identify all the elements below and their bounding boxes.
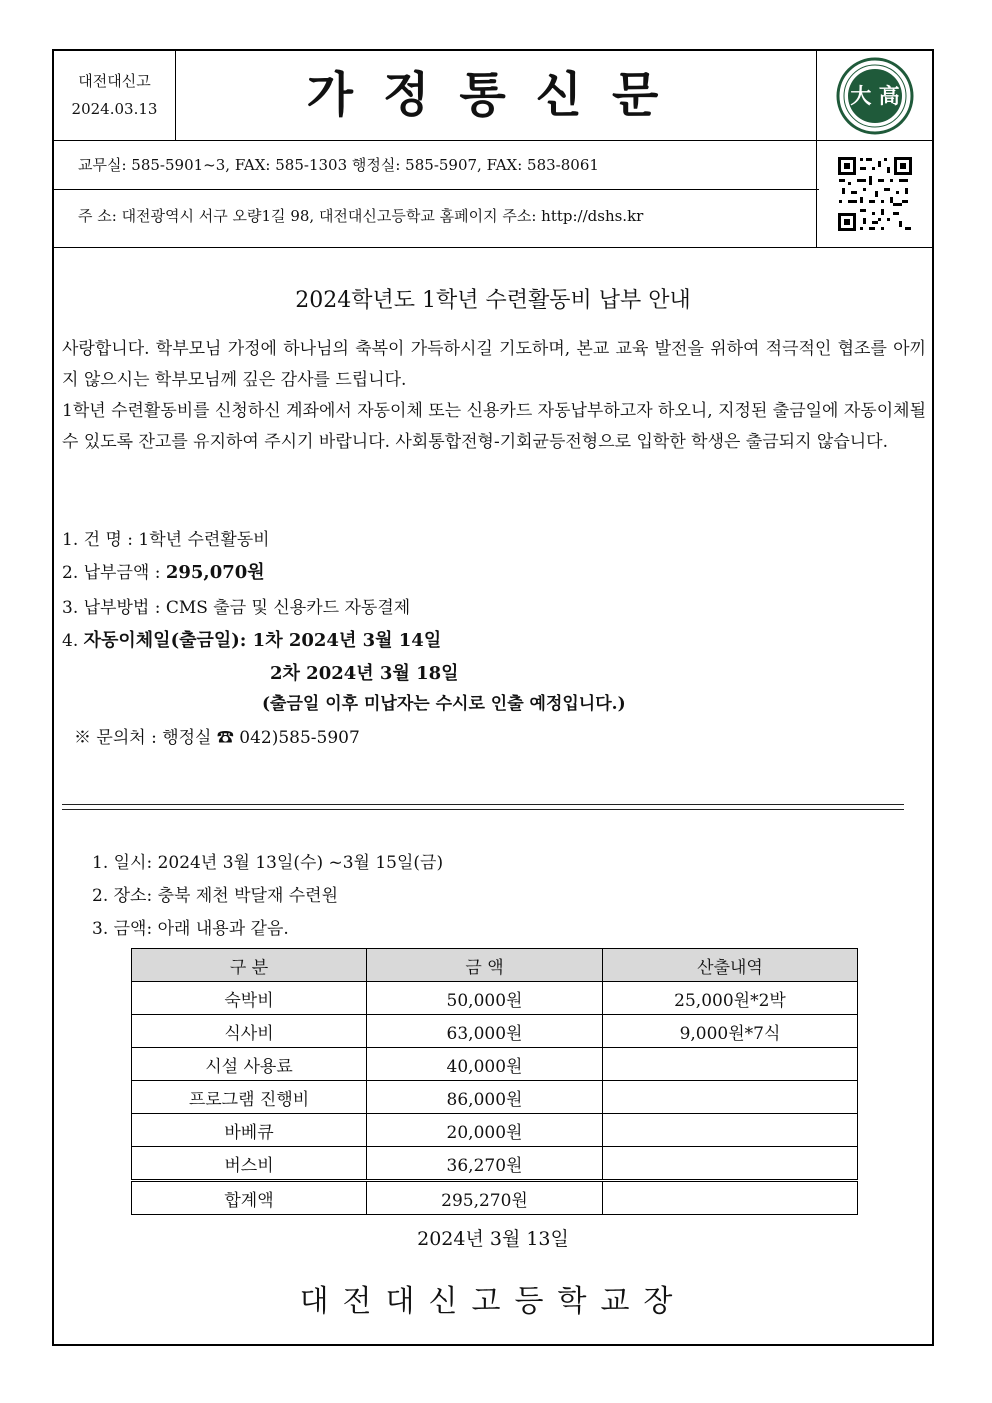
principal-signature: 대전대신고등학교장	[299, 1284, 687, 1319]
table-cell: 식사비	[132, 1015, 367, 1048]
item-debit-date	[62, 626, 441, 652]
notice-title: 2024학년도 1학년 수련활동비 납부 안내	[295, 288, 691, 313]
table-cell: 40,000원	[367, 1048, 603, 1081]
table-cell: 25,000원*2박	[603, 982, 858, 1015]
contact-note: ※ 문의처 : 행정실 ☎ 042)585-5907	[74, 728, 360, 748]
total-detail	[603, 1181, 858, 1215]
phone-info: 교무실: 585-5901~3, FAX: 585-1303 행정실: 585-5907, FAX: 583-8061	[54, 140, 819, 190]
table-header-row	[132, 949, 858, 982]
table-cell: 버스비	[132, 1147, 367, 1181]
table-row	[132, 1147, 858, 1181]
greeting-paragraph	[62, 334, 926, 458]
column-header: 구 분	[132, 949, 367, 982]
table-row	[132, 1081, 858, 1114]
table-cell	[603, 1114, 858, 1147]
table-row	[132, 1048, 858, 1081]
table-cell: 86,000원	[367, 1081, 603, 1114]
column-header: 산출내역	[603, 949, 858, 982]
item-debit-first: 자동이체일(출금일): 1차 2024년 3월 14일	[83, 630, 442, 651]
table-cell: 36,270원	[367, 1147, 603, 1181]
table-cell	[603, 1048, 858, 1081]
issue-date: 2024.03.13	[71, 100, 158, 118]
table-row	[132, 982, 858, 1015]
paragraph-1: 사랑합니다. 학부모님 가정에 하나님의 축복이 가득하시길 기도하며, 본교 교육 발전을 위하여 적극적인 협조를 아끼지 않으시는 학부모님께 깊은 감사를 드립니다.	[62, 339, 926, 390]
school-emblem-icon	[835, 56, 915, 136]
detail-amount: 3. 금액: 아래 내용과 같음.	[92, 919, 289, 939]
table-cell: 50,000원	[367, 982, 603, 1015]
paragraph-2: 1학년 수련활동비를 신청하신 계좌에서 자동이체 또는 신용카드 자동납부하고자 하오니, 지정된 출금일에 자동이체될 수 있도록 잔고를 유지하여 주시기 바랍니다. 사회통합전형-기회균등전형으로 입학한 학생은 출금되지 않습니다.	[62, 401, 926, 452]
school-logo	[816, 51, 932, 140]
qr-code-icon[interactable]	[836, 155, 914, 233]
table-cell	[603, 1081, 858, 1114]
table-cell: 프로그램 진행비	[132, 1081, 367, 1114]
qr-code-cell	[816, 140, 932, 247]
header-divider	[54, 247, 932, 248]
detail-place: 2. 장소: 충북 제천 박달재 수련원	[92, 886, 339, 906]
table-total-row	[132, 1181, 858, 1215]
item-title: 1. 건 명 : 1학년 수련활동비	[62, 530, 270, 550]
page-title: 가정통신문	[306, 67, 689, 123]
item-amount	[62, 558, 265, 584]
notice-frame	[52, 49, 934, 1346]
logo-text: 大 高	[849, 83, 900, 108]
header	[54, 51, 932, 141]
table-cell: 바베큐	[132, 1114, 367, 1147]
fee-table	[131, 948, 858, 1215]
table-row	[132, 1114, 858, 1147]
item-amount-label: 2. 납부금액 :	[62, 563, 166, 583]
column-header: 금 액	[367, 949, 603, 982]
item-debit-second: 2차 2024년 3월 18일	[270, 663, 459, 684]
item-amount-value: 295,070원	[165, 562, 265, 583]
table-cell: 9,000원*7식	[603, 1015, 858, 1048]
double-divider	[62, 804, 904, 810]
table-cell: 시설 사용료	[132, 1048, 367, 1081]
school-short-name: 대전대신고	[78, 72, 151, 90]
item-method: 3. 납부방법 : CMS 출금 및 신용카드 자동결제	[62, 598, 411, 618]
footer-date: 2024년 3월 13일	[417, 1228, 569, 1250]
item-debit-number: 4.	[62, 631, 84, 651]
detail-date: 1. 일시: 2024년 3월 13일(수) ~3월 15일(금)	[92, 853, 444, 873]
total-amount: 295,270원	[367, 1181, 603, 1215]
item-debit-note: (출금일 이후 미납자는 수시로 인출 예정입니다.)	[262, 694, 626, 714]
total-label: 합계액	[132, 1181, 367, 1215]
address-info: 주 소: 대전광역시 서구 오량1길 98, 대전대신고등학교 홈페이지 주소: http://dshs.kr	[78, 207, 644, 225]
header-issuer	[54, 51, 176, 140]
table-cell: 20,000원	[367, 1114, 603, 1147]
table-cell: 숙박비	[132, 982, 367, 1015]
table-row	[132, 1015, 858, 1048]
table-cell: 63,000원	[367, 1015, 603, 1048]
table-cell	[603, 1147, 858, 1181]
